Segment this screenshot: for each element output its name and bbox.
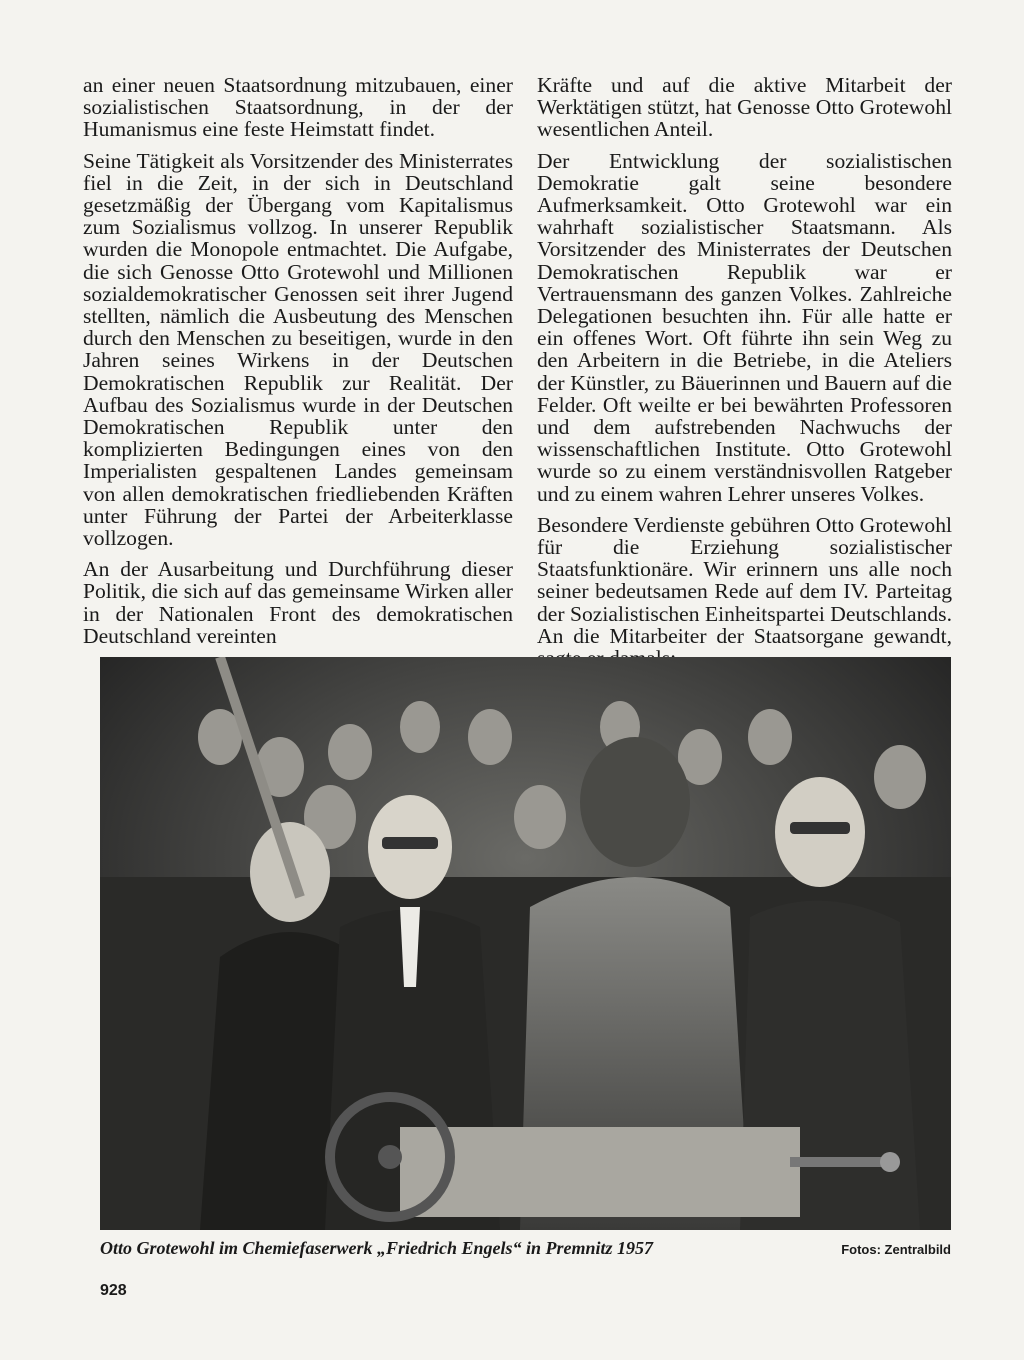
paragraph: Besondere Verdienste gebühren Otto Grotewohl für die Erziehung sozialistischer Staatsfunktionäre. Wir erinnern uns alle noch seiner bedeutsamen Rede auf dem IV. Parteitag der Sozialistischen Einheitspartei Deutschlands. An die Mitarbeiter der Staatsorgane gewandt, [537, 512, 952, 648]
page-number: 928 [100, 1282, 127, 1299]
photo-caption-row [100, 1238, 951, 1266]
paragraph: Kräfte und auf die aktive Mitarbeit der Werktätigen stützt, hat Genosse Otto Grotewohl wesentlichen Anteil. [537, 73, 952, 142]
photo-caption: Otto Grotewohl im Chemiefaserwerk „Friedrich Engels“ in Premnitz 1957 [100, 1238, 654, 1258]
paragraph: Der Entwicklung der sozialistischen Demokratie galt seine besondere Aufmerksamkeit. Otto Grotewohl war ein wahrhaft sozialistischer Staatsmann. Als Vorsitzender des Ministerrates der Deutschen Demokratischen Republik war er Vertrauensmann des ganzen Volkes. Zahlreiche Delegationen besuchten ihn. Für alle hatte er ein offenes Wort. Oft führte ihn sein Weg zu den Arbeitern in die Betriebe, in die Ateliers der Künstler, zu Bäuerinnen und Bauern auf die Felder. Oft weilte er bei bewährten Professoren und dem aufstrebenden Nachwuchs der wissenschaftlichen Institute. Otto Grotewohl wurde so zu einem verständnisvollen Ratgeber und zu einem wahren Lehrer unseres Volkes. [537, 148, 952, 506]
paragraph: an einer neuen Staatsordnung mitzubauen, einer sozialistischen Staatsordnung, in der der Humanismus eine feste Heimstatt findet. [83, 73, 513, 142]
left-text-column [83, 74, 513, 647]
photograph-illustration [100, 657, 951, 1230]
paragraph: Seine Tätigkeit als Vorsitzender des Ministerrates fiel in die Zeit, in der sich in Deutschland gesetzmäßig der Übergang vom Kapitalismus zum Sozialismus vollzog. In unserer Republik wurden die Monopole entmachtet. Die Aufgabe, die sich Genosse Otto Grotewohl und Millionen sozialdemokratischer Genossen seit ihrer Jugend stellten, nämlich die Ausbeutung des Menschen durch den Menschen zu beseitigen, wurde in den Jahren seines Wirkens in der Deutschen Demokratischen Republik zur Realität. Der Aufbau des Sozialismus wurde in der Deutschen Demokratischen Republik unter den komplizierten Bedingungen eines von den Imperialisten gespaltenen Landes gemeinsam von allen demokratischen friedliebenden Kräften unter Führung der Partei der Arbeiterklasse vollzogen. [83, 148, 513, 551]
paragraph: An der Ausarbeitung und Durchführung dieser Politik, die sich auf das gemeinsame Wirken aller in der Nationalen Front des demokratischen Deutschland vereinten [83, 557, 513, 648]
right-text-column [537, 74, 952, 669]
photo-credit: Fotos: Zentralbild [841, 1242, 951, 1257]
photograph [100, 657, 951, 1230]
